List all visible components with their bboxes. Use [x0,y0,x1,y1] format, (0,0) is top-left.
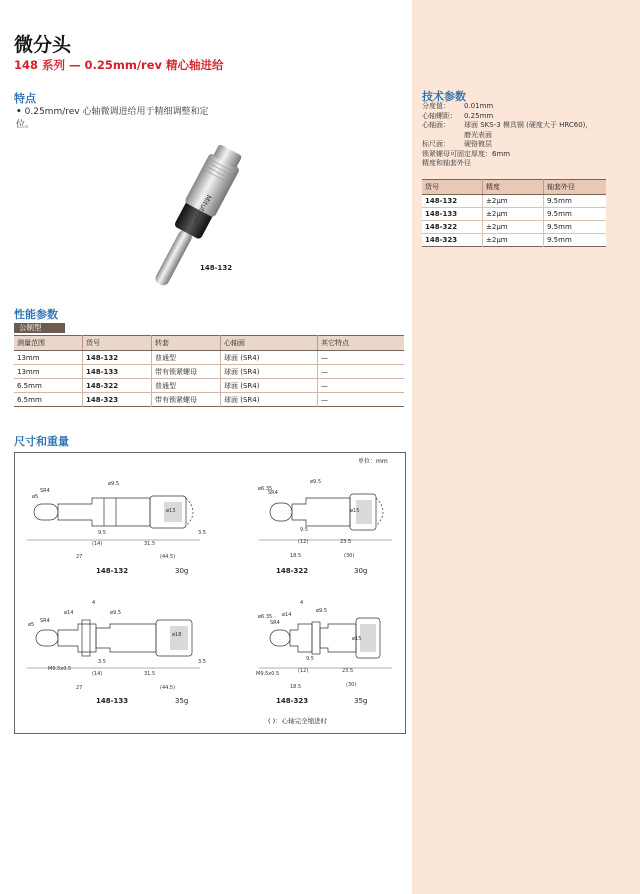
dim-label: 27 [76,685,83,691]
dim-label: 31.5 [144,671,156,677]
cell: — [318,393,405,407]
cell: ±2μm [483,195,544,208]
drawing-model: 148-133 [96,697,129,705]
dim-label: ø18 [172,632,182,638]
table-row [422,195,606,208]
cell: 13mm [14,351,83,365]
photo-caption: 148-132 [200,264,233,272]
cell: 普通型 [152,379,221,393]
accuracy-table [422,179,606,247]
drawing-weight: 35g [175,697,189,705]
dim-label: 23.5 [340,539,352,545]
dim-label: ø14 [282,612,292,618]
spec-key: 标尺面： [422,140,450,148]
dim-label: SR4 [268,490,278,496]
cell: 球面 (SR4) [221,393,318,407]
drawing-weight: 30g [354,567,368,575]
features-text [16,106,216,132]
cell: ±2μm [483,234,544,247]
table-row [14,379,404,393]
table-row [14,393,404,407]
col-header: 货号 [422,180,483,195]
unit-label: 单位：mm [358,458,388,465]
dim-label: 3.5 [198,530,206,536]
dim-label: ø9.5 [310,479,322,485]
col-header: 轴套外径 [544,180,607,195]
dim-label: 3.5 [98,659,106,665]
col-header: 测量范围 [14,336,83,351]
cell: ±2μm [483,221,544,234]
table-row [14,365,404,379]
dim-label: 9.5 [306,656,314,662]
dim-label: ø5 [28,622,35,628]
col-header: 精度 [483,180,544,195]
spec-value: 0.01mm [464,102,494,110]
bullet: • [16,107,22,117]
dim-label: ø14 [64,610,74,616]
dimensions-heading: 尺寸和重量 [14,435,69,448]
drawing-model: 148-323 [276,697,309,705]
cell: 9.5mm [544,195,607,208]
col-header: 货号 [83,336,152,351]
dim-label: (14) [92,671,103,677]
page-subtitle: 148 系列 — 0.25mm/rev 精心轴进给 [14,58,224,72]
cell: 148-133 [422,208,483,221]
col-header: 转套 [152,336,221,351]
metric-tag: 公制型 [14,323,65,333]
dim-label: ø9.5 [316,608,328,614]
spec-key: 心轴螺距： [422,111,457,120]
spec-key [422,131,464,141]
dim-label: ø15 [350,508,360,514]
performance-heading: 性能参数 [14,308,58,321]
dim-label: ø9.5 [108,481,120,487]
spec-value: 硬铬镀层 [464,140,492,148]
dim-label: 27 [76,554,83,560]
table-row [422,221,606,234]
dim-label: 23.5 [342,668,354,674]
dim-label: 18.5 [290,684,302,690]
dim-label: 9.5 [300,527,308,533]
spec-value: 球面 SKS-3 模具钢 (硬度大于 HRC60)， [464,121,593,129]
micrometer-head-photo [118,134,278,294]
cell: 148-132 [83,351,152,365]
cell: 带有锁紧螺母 [152,365,221,379]
cell: ±2μm [483,208,544,221]
cell: — [318,365,405,379]
table-row [422,234,606,247]
dim-label: (44.5) [160,554,176,560]
specs-heading: 技术参数 [422,90,466,103]
specs-list [422,102,622,169]
cell: 6.5mm [14,379,83,393]
cell: 普通型 [152,351,221,365]
dim-label: SR4 [270,620,280,626]
dim-label: 4 [92,600,96,606]
dim-label: ø6.35 [258,486,273,492]
spec-key: 心轴面： [422,121,450,129]
dim-label: 3.5 [198,659,206,665]
cell: — [318,351,405,365]
dimension-footnote: ( )：心轴完全缩进时 [268,717,328,725]
performance-table [14,335,404,407]
page-title: 微分头 [14,34,72,56]
cell: 13mm [14,365,83,379]
spec-key: 分度值： [422,102,450,110]
drawing-weight: 35g [354,697,368,705]
cell: — [318,379,405,393]
cell: 9.5mm [544,208,607,221]
cell: 148-133 [83,365,152,379]
dim-label: ø15 [352,636,362,642]
dim-label: (44.5) [160,685,176,691]
cell: 9.5mm [544,221,607,234]
spec-note: 精度和轴套外径 [422,159,471,167]
dim-label: 18.5 [290,553,302,559]
dim-label: 31.5 [144,541,156,547]
dim-label: 9.5 [98,530,106,536]
dim-label: SR4 [40,488,50,494]
dim-label: ø6.35 [258,614,273,620]
dim-label: M9.5x0.5 [48,666,72,672]
dim-label: ø13 [166,508,176,514]
dim-label: ø9.5 [110,610,122,616]
drawing-weight: 30g [175,567,189,575]
col-header: 其它特点 [318,336,405,351]
col-header: 心轴面 [221,336,318,351]
table-row [14,351,404,365]
table-row [422,208,606,221]
dim-label: 4 [300,600,304,606]
cell: 148-322 [83,379,152,393]
drawing-model: 148-322 [276,567,309,575]
dim-label: (30) [346,682,357,688]
cell: 球面 (SR4) [221,351,318,365]
cell: 球面 (SR4) [221,379,318,393]
dim-label: M9.5x0.5 [256,671,280,677]
features-body: 0.25mm/rev 心轴微调进给用于精细调整和定位。 [16,107,209,130]
cell: 148-322 [422,221,483,234]
cell: 带有锁紧螺母 [152,393,221,407]
cell: 148-132 [422,195,483,208]
cell: 148-323 [422,234,483,247]
dim-label: (12) [298,539,309,545]
dim-label: ø5 [32,494,39,500]
spec-value: 磨光表面 [464,130,492,139]
features-heading: 特点 [14,92,36,105]
dim-label: (30) [344,553,355,559]
dim-label: (14) [92,541,103,547]
dim-label: SR4 [40,618,50,624]
spec-note: 锁紧螺母可固定厚度：6mm [422,149,511,158]
cell: 148-323 [83,393,152,407]
dim-label: (12) [298,668,309,674]
photo-brand: Mitutoyo [191,193,213,224]
cell: 6.5mm [14,393,83,407]
cell: 9.5mm [544,234,607,247]
drawing-148-132 [24,476,204,566]
spec-value: 0.25mm [464,111,494,120]
drawing-model: 148-132 [96,567,129,575]
cell: 球面 (SR4) [221,365,318,379]
